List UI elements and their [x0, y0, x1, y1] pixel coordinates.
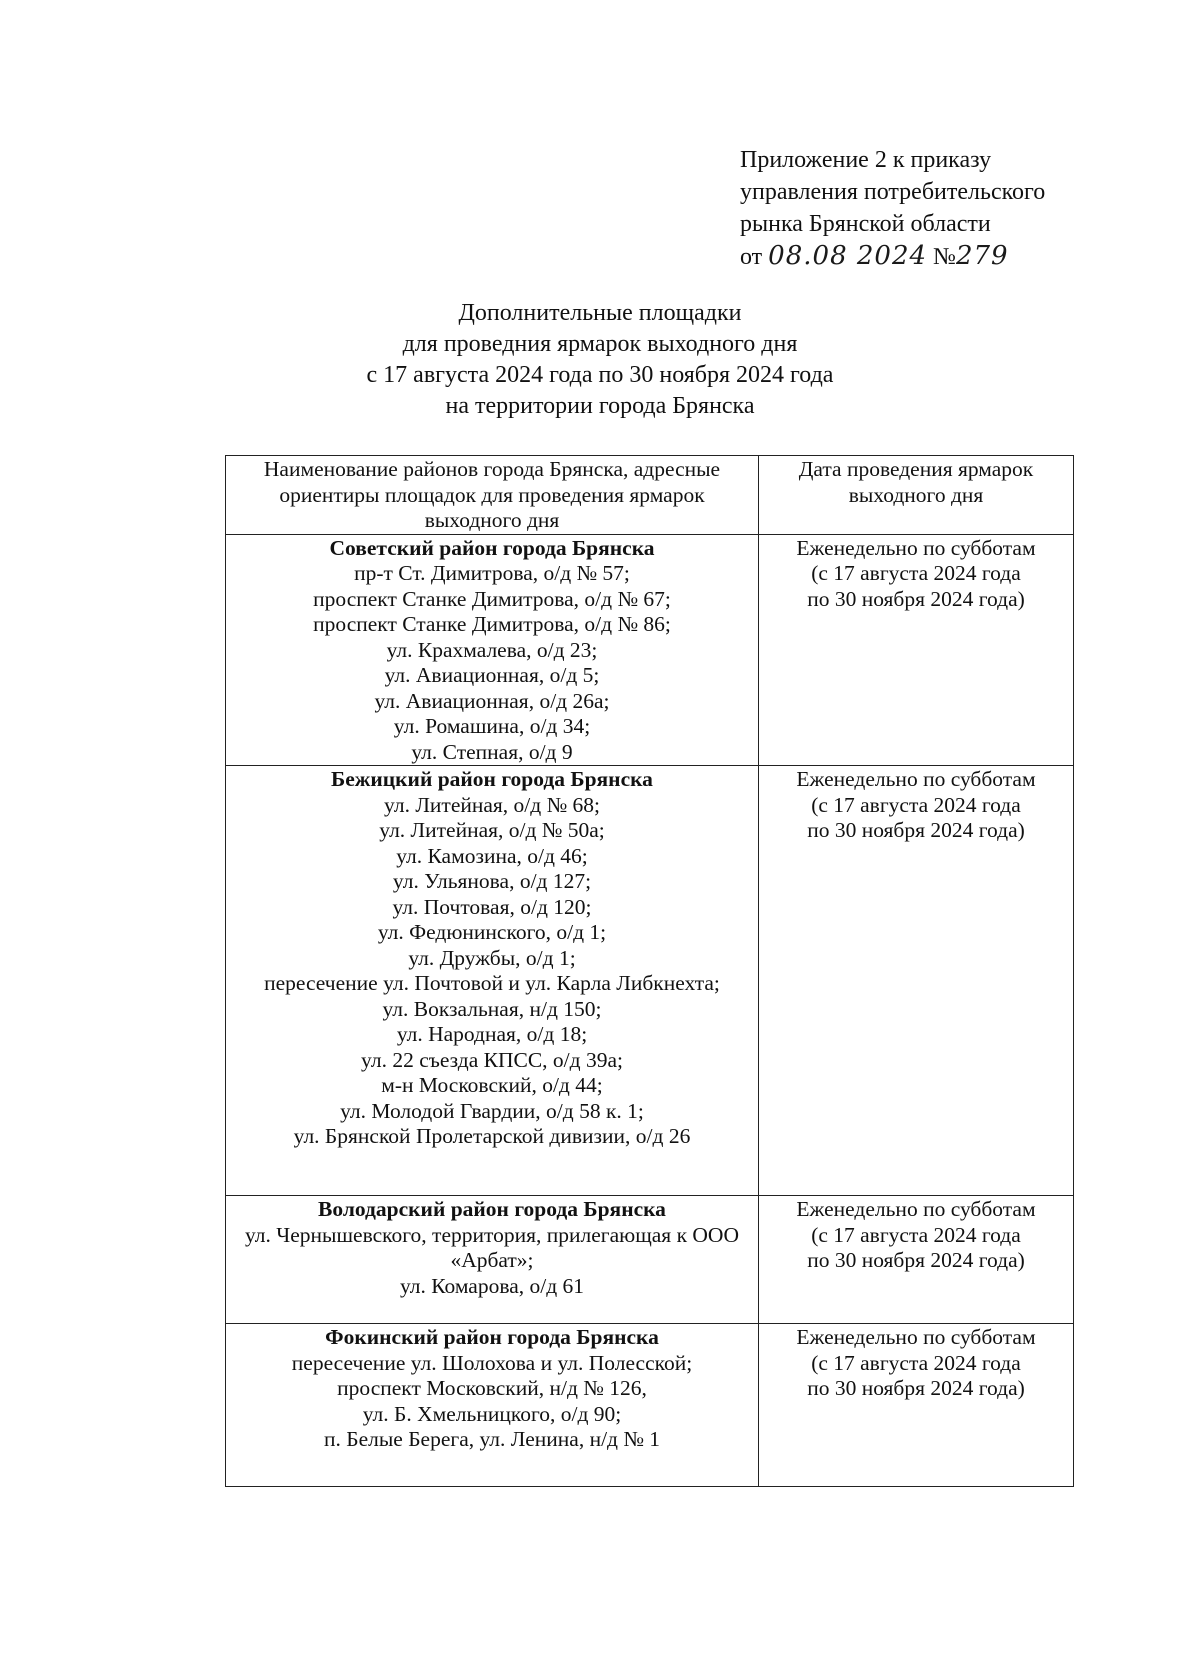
- district-name: Фокинский район города Брянска: [325, 1325, 659, 1349]
- title-line: для проведния ярмарок выходного дня: [402, 331, 798, 357]
- schedule-line: Еженедельно по субботам: [796, 1325, 1036, 1349]
- title-line: с 17 августа 2024 года по 30 ноября 2024 года: [366, 362, 834, 388]
- address-item: ул. Степная, о/д 9: [411, 739, 573, 764]
- appendix-header: [740, 144, 1045, 273]
- table-row: [226, 1196, 1074, 1324]
- district-cell: [226, 1324, 759, 1487]
- table-row: [226, 766, 1074, 1196]
- schedule-line: по 30 ноября 2024 года): [807, 818, 1025, 842]
- address-item: ул. Брянской Пролетарской дивизии, о/д 26: [293, 1124, 691, 1148]
- address-item: ул. Авиационная, о/д 26а;: [374, 688, 610, 713]
- schedule-cell: [759, 534, 1074, 766]
- district-name: Советский район города Брянска: [329, 535, 655, 560]
- order-date-number: [740, 240, 1045, 273]
- handwritten-number: 279: [955, 241, 1009, 271]
- address-item: ул. Дружбы, о/д 1;: [408, 945, 576, 970]
- address-item: пр-т Ст. Димитрова, о/д № 57;: [354, 561, 630, 585]
- address-item: проспект Станке Димитрова, о/д № 67;: [313, 586, 671, 611]
- address-item: ул. Комарова, о/д 61: [399, 1273, 585, 1298]
- schedule-line: по 30 ноября 2024 года): [807, 1248, 1025, 1272]
- address-item: ул. Камозина, о/д 46;: [396, 843, 588, 868]
- title-line: Дополнительные площадки: [458, 300, 742, 326]
- address-item: п. Белые Берега, ул. Ленина, н/д № 1: [323, 1427, 661, 1451]
- header-district-addresses: Наименование районов города Брянска, адресные ориентиры площадок для проведения ярмарок выходного дня: [226, 456, 759, 535]
- schedule-line: (с 17 августа 2024 года: [811, 561, 1021, 585]
- address-item: ул. Чернышевского, территория, прилегающая к ООО «Арбат»;: [245, 1222, 739, 1272]
- address-item: ул. Почтовая, о/д 120;: [392, 894, 592, 919]
- schedule-line: Еженедельно по субботам: [796, 535, 1036, 560]
- address-item: проспект Московский, н/д № 126,: [337, 1376, 647, 1400]
- appendix-line: Приложение 2 к приказу: [740, 147, 992, 173]
- district-cell: [226, 766, 759, 1196]
- address-item: ул. Вокзальная, н/д 150;: [382, 996, 602, 1021]
- appendix-line: управления потребительского: [740, 179, 1046, 205]
- schedule-line: (с 17 августа 2024 года: [811, 1350, 1021, 1375]
- table-row: [226, 534, 1074, 766]
- appendix-line: рынка Брянской области: [740, 211, 991, 237]
- schedule-line: (с 17 августа 2024 года: [811, 792, 1021, 817]
- schedule-cell: [759, 1196, 1074, 1324]
- address-item: ул. Авиационная, о/д 5;: [384, 663, 600, 687]
- handwritten-date: 08.08 2024: [768, 241, 928, 271]
- district-cell: [226, 1196, 759, 1324]
- address-item: ул. Б. Хмельницкого, о/д 90;: [362, 1401, 622, 1426]
- date-prefix: от: [740, 244, 763, 270]
- schedule-line: по 30 ноября 2024 года): [807, 586, 1025, 611]
- title-line: на территории города Брянска: [445, 393, 755, 419]
- table-header-row: [226, 456, 1074, 535]
- document-title: [0, 298, 1200, 422]
- district-name: Володарский район города Брянска: [318, 1197, 666, 1221]
- address-item: ул. Крахмалева, о/д 23;: [386, 637, 598, 662]
- schedule-cell: [759, 1324, 1074, 1487]
- schedule-line: Еженедельно по субботам: [796, 767, 1036, 791]
- address-item: ул. Литейная, о/д № 68;: [384, 792, 600, 817]
- header-fair-dates: Дата проведения ярмарок выходного дня: [759, 456, 1074, 535]
- address-item: ул. 22 съезда КПСС, о/д 39а;: [361, 1047, 623, 1072]
- district-name: Бежицкий район города Брянска: [331, 767, 653, 791]
- address-item: м-н Московский, о/д 44;: [381, 1073, 603, 1097]
- address-item: ул. Народная, о/д 18;: [396, 1022, 588, 1046]
- address-item: проспект Станке Димитрова, о/д № 86;: [313, 612, 671, 636]
- schedule-line: по 30 ноября 2024 года): [807, 1376, 1025, 1400]
- address-item: ул. Ульянова, о/д 127;: [392, 869, 592, 893]
- address-item: пересечение ул. Почтовой и ул. Карла Либкнехта;: [264, 971, 720, 995]
- schedule-line: (с 17 августа 2024 года: [811, 1222, 1021, 1247]
- number-prefix: №: [933, 244, 956, 270]
- address-item: ул. Ромашина, о/д 34;: [393, 714, 591, 738]
- schedule-line: Еженедельно по субботам: [796, 1197, 1036, 1221]
- address-item: ул. Молодой Гвардии, о/д 58 к. 1;: [340, 1098, 644, 1123]
- address-item: пересечение ул. Шолохова и ул. Полесской;: [291, 1350, 693, 1375]
- address-item: ул. Федюнинского, о/д 1;: [377, 920, 607, 944]
- district-cell: [226, 534, 759, 766]
- address-item: ул. Литейная, о/д № 50а;: [379, 818, 605, 842]
- fair-sites-table: [225, 455, 1074, 1487]
- schedule-cell: [759, 766, 1074, 1196]
- table-row: [226, 1324, 1074, 1487]
